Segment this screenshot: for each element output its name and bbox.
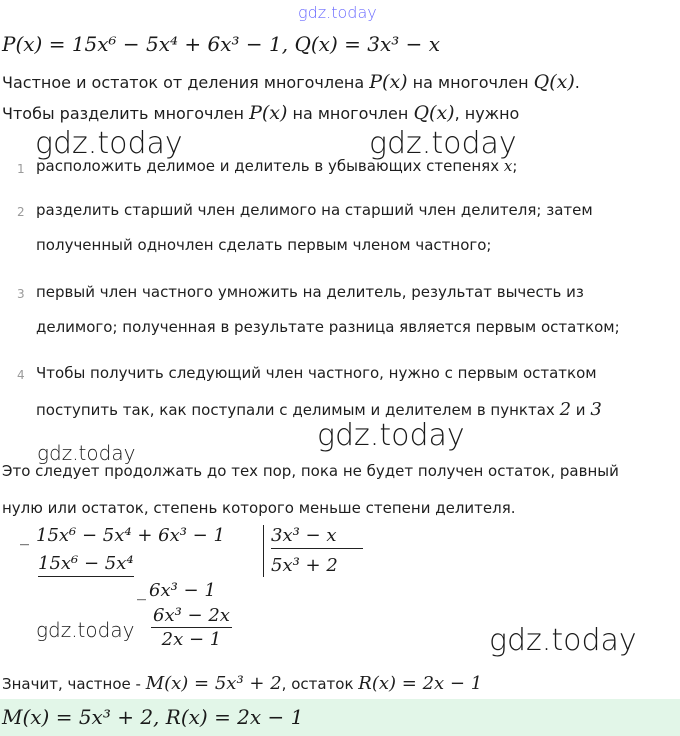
intro-p: P(x) (249, 102, 288, 124)
step-text (36, 157, 517, 175)
answer-text: M(x) = 5x³ + 2, R(x) = 2x − 1 (2, 705, 304, 729)
division-remainder-1: 6x³ − 1 (149, 580, 216, 601)
division-quotient: 5x³ + 2 (271, 555, 338, 576)
result-mid: , остаток (281, 675, 359, 693)
p-expr: 15x⁶ − 5x⁴ + 6x³ − 1 (71, 32, 282, 56)
task-line (2, 71, 580, 93)
division-bar (263, 525, 264, 577)
division-subtrahend-1: 15x⁶ − 5x⁴ (38, 553, 134, 577)
intro-q: Q(x) (413, 102, 455, 124)
task-p: P(x) (369, 71, 408, 93)
step-number: 1 (17, 162, 25, 176)
division-remainder-2: 2x − 1 (161, 629, 222, 650)
watermark: gdz.today (37, 441, 136, 465)
conclusion-line: нулю или остаток, степень которого меньше степени делителя. (2, 499, 516, 517)
intro-line (2, 102, 519, 124)
step-1-tail: ; (512, 157, 518, 175)
division-minus: _ (137, 580, 146, 601)
step-number: 4 (17, 368, 25, 382)
step-4-and: и (571, 401, 591, 419)
step-4-line: поступить так, как поступали с делимым и делителем в пунктах (36, 401, 560, 419)
step-number: 2 (17, 205, 25, 219)
step-4-b: 3 (590, 399, 602, 420)
result-line (2, 673, 482, 694)
step-text: разделить старший член делимого на старший член делителя; затем (36, 201, 593, 219)
step-4-a: 2 (559, 399, 572, 420)
task-prefix: Частное и остаток от деления многочлена (2, 73, 370, 92)
q-expr: 3x³ − x (367, 32, 441, 56)
division-fraction (151, 605, 232, 650)
watermark: gdz.today (369, 126, 517, 161)
polynomials-line (2, 32, 440, 56)
division-subtrahend-2: 6x³ − 2x (153, 605, 230, 626)
step-text: первый член частного умножить на делитель, результат вычесть из (36, 283, 584, 301)
task-q: Q(x) (533, 71, 575, 93)
step-1-var: x (503, 157, 513, 175)
watermark: gdz.today (489, 623, 637, 658)
watermark: gdz.today (35, 126, 183, 161)
task-end: . (574, 73, 580, 92)
division-divisor: 3x³ − x (271, 525, 363, 549)
division-minus: _ (20, 525, 29, 546)
result-r: R(x) = 2x − 1 (358, 673, 483, 694)
step-text: полученный одночлен сделать первым членом частного; (36, 236, 492, 254)
intro-suffix: , нужно (454, 104, 520, 123)
intro-prefix: Чтобы разделить многочлен (2, 104, 250, 123)
intro-mid: на многочлен (287, 104, 414, 123)
watermark: gdz.today (317, 418, 465, 453)
step-text: Чтобы получить следующий член частного, нужно с первым остатком (36, 364, 597, 382)
conclusion-line: Это следует продолжать до тех пор, пока не будет получен остаток, равный (2, 462, 619, 480)
step-1-line: расположить делимое и делитель в убывающих степенях (36, 157, 504, 175)
step-text (36, 399, 602, 420)
result-prefix: Значит, частное - (2, 675, 146, 693)
answer-bar (0, 699, 680, 736)
q-name: Q(x) = (294, 32, 368, 56)
watermark: gdz.today (36, 618, 135, 642)
p-name: P(x) = (2, 32, 72, 56)
division-dividend: 15x⁶ − 5x⁴ + 6x³ − 1 (36, 525, 225, 546)
separator: , (281, 32, 295, 56)
result-m: M(x) = 5x³ + 2 (145, 673, 282, 694)
task-mid: на многочлен (407, 73, 534, 92)
step-number: 3 (17, 287, 25, 301)
step-text: делимого; полученная в результате разница является первым остатком; (36, 318, 620, 336)
header-watermark: gdz.today (298, 3, 377, 22)
